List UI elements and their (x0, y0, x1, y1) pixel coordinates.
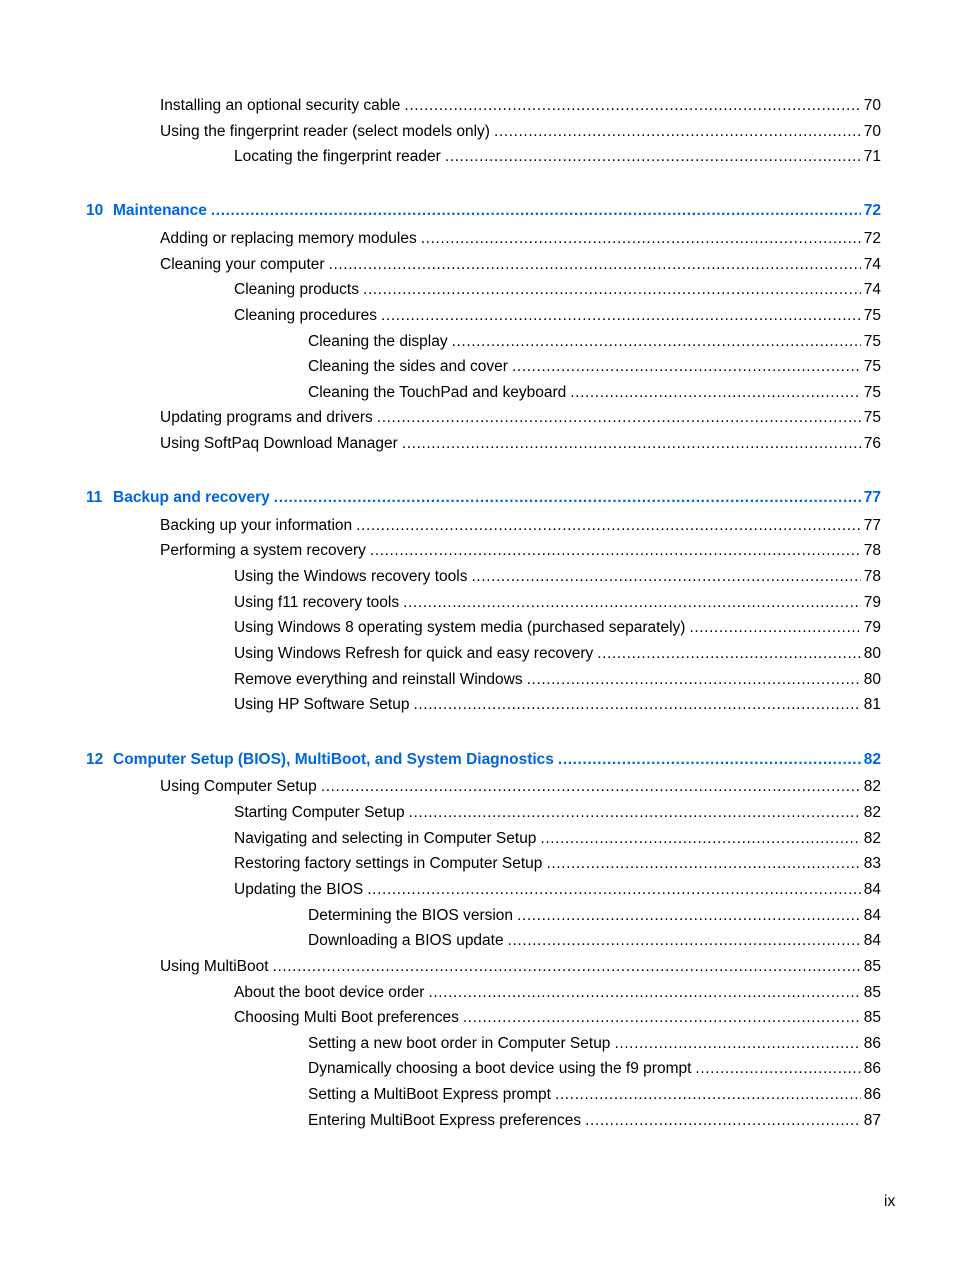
toc-entry-page: 82 (863, 751, 881, 768)
toc-entry-title (308, 906, 513, 926)
toc-entry[interactable] (308, 1111, 881, 1131)
toc-entry[interactable] (308, 1034, 881, 1054)
toc-entry-title (234, 803, 405, 823)
toc-entry-title (234, 280, 359, 300)
toc-entry-text: Using Windows Refresh for quick and easy recovery (234, 645, 594, 662)
dot-leader (452, 332, 861, 352)
toc-entry[interactable] (160, 434, 881, 454)
toc-entry-title (234, 644, 593, 664)
dot-leader (695, 1059, 860, 1079)
dot-leader (402, 434, 861, 454)
toc-entry-title (234, 880, 363, 900)
toc-entry[interactable] (308, 332, 881, 352)
toc-entry[interactable] (308, 1085, 881, 1105)
toc-entry-title (234, 618, 685, 638)
toc-entry-title (308, 1085, 551, 1105)
toc-entry-page: 72 (863, 230, 881, 247)
toc-entry-page: 74 (863, 281, 881, 298)
toc-chapter-entry[interactable] (86, 488, 881, 508)
toc-entry-text: Setting a MultiBoot Express prompt (308, 1086, 551, 1103)
toc-entry-title (160, 516, 352, 536)
dot-leader (404, 96, 860, 116)
toc-entry-text: Updating the BIOS (234, 881, 364, 898)
page-number: ix (884, 1193, 896, 1210)
toc-entry-page: 84 (863, 932, 881, 949)
toc-entry[interactable] (234, 983, 881, 1003)
toc-entry[interactable] (160, 255, 881, 275)
dot-leader (273, 957, 861, 977)
toc-entry[interactable] (234, 618, 881, 638)
toc-entry-text: Entering MultiBoot Express preferences (308, 1112, 582, 1129)
toc-entry-page: 83 (863, 855, 881, 872)
dot-leader (585, 1111, 861, 1131)
toc-entry[interactable] (160, 408, 881, 428)
toc-entry-text: Locating the fingerprint reader (234, 148, 441, 165)
toc-entry-title (160, 96, 400, 116)
dot-leader (377, 408, 861, 428)
dot-leader (428, 983, 860, 1003)
toc-entry-text: Navigating and selecting in Computer Setup (234, 830, 537, 847)
toc-entry-title (234, 829, 536, 849)
toc-entry[interactable] (234, 803, 881, 823)
toc-entry-page: 77 (863, 489, 881, 506)
toc-entry-page: 70 (863, 97, 881, 114)
toc-entry-title (160, 777, 317, 797)
toc-entry-text: Backing up your information (160, 517, 353, 534)
toc-entry-text: Using the fingerprint reader (select models only) (160, 123, 490, 140)
dot-leader (403, 593, 861, 613)
toc-entry[interactable] (308, 931, 881, 951)
toc-entry-page: 75 (863, 409, 881, 426)
toc-entry-page: 80 (863, 645, 881, 662)
toc-entry-text: Using MultiBoot (160, 958, 269, 975)
toc-entry-text: Using f11 recovery tools (234, 594, 400, 611)
chapter-number: 10 (86, 202, 104, 219)
toc-entry-text: Starting Computer Setup (234, 804, 405, 821)
toc-entry-text: Using HP Software Setup (234, 696, 410, 713)
toc-entry[interactable] (234, 880, 881, 900)
dot-leader (558, 750, 861, 770)
toc-entry-text: Dynamically choosing a boot device using the f9 prompt (308, 1060, 692, 1077)
toc-entry-text: Using Computer Setup (160, 778, 317, 795)
toc-entry-page: 82 (863, 804, 881, 821)
toc-entry-text: Using SoftPaq Download Manager (160, 435, 398, 452)
toc-entry-text: Cleaning procedures (234, 307, 378, 324)
toc-entry-page: 71 (863, 148, 881, 165)
toc-entry[interactable] (234, 280, 881, 300)
toc-entry-title (86, 201, 207, 221)
toc-chapter-entry[interactable] (86, 750, 881, 770)
toc-entry-page: 76 (863, 435, 881, 452)
toc-entry-page: 78 (863, 568, 881, 585)
toc-entry-title (234, 983, 424, 1003)
toc-entry[interactable] (160, 957, 881, 977)
toc-entry-text: Maintenance (113, 202, 207, 219)
toc-entry-title (160, 255, 325, 275)
dot-leader (367, 880, 861, 900)
toc-entry[interactable] (234, 829, 881, 849)
toc-entry-page: 85 (863, 984, 881, 1001)
toc-entry-page: 77 (863, 517, 881, 534)
dot-leader (546, 854, 860, 874)
dot-leader (356, 516, 861, 536)
dot-leader (555, 1085, 861, 1105)
toc-entry-title (234, 1008, 459, 1028)
toc-entry-text: Cleaning products (234, 281, 359, 298)
toc-entry-text: Downloading a BIOS update (308, 932, 504, 949)
toc-entry-text: Cleaning the TouchPad and keyboard (308, 384, 567, 401)
toc-entry[interactable] (160, 96, 881, 116)
dot-leader (508, 931, 861, 951)
toc-entry-page: 75 (863, 358, 881, 375)
toc-entry-title (160, 957, 269, 977)
toc-entry-text: Remove everything and reinstall Windows (234, 671, 523, 688)
toc-entry-text: Using the Windows recovery tools (234, 568, 468, 585)
toc-entry-title (234, 147, 441, 167)
toc-entry-page: 81 (863, 696, 881, 713)
toc-entry-title (160, 122, 490, 142)
toc-entry-page: 74 (863, 256, 881, 273)
toc-entry-page: 75 (863, 384, 881, 401)
dot-leader (321, 777, 861, 797)
toc-entry-title (308, 357, 508, 377)
toc-entry-page: 79 (863, 594, 881, 611)
toc-entry-title (308, 931, 504, 951)
dot-leader (421, 229, 861, 249)
toc-entry-page: 79 (863, 619, 881, 636)
toc-entry-title (86, 488, 270, 508)
toc-entry-page: 86 (863, 1086, 881, 1103)
toc-entry-page: 84 (863, 881, 881, 898)
dot-leader (329, 255, 861, 275)
toc-entry-title (160, 541, 366, 561)
dot-leader (614, 1034, 860, 1054)
toc-entry[interactable] (234, 695, 881, 715)
toc-entry-title (160, 229, 417, 249)
toc-entry-text: Backup and recovery (113, 489, 270, 506)
toc-entry-text: Cleaning the sides and cover (308, 358, 508, 375)
toc-entry[interactable] (234, 670, 881, 690)
toc-entry-page: 84 (863, 907, 881, 924)
toc-entry-page: 82 (863, 778, 881, 795)
chapter-number: 12 (86, 751, 104, 768)
dot-leader (512, 357, 861, 377)
toc-entry[interactable] (308, 357, 881, 377)
toc-entry-page: 75 (863, 333, 881, 350)
dot-leader (517, 906, 861, 926)
toc-entry-text: Using Windows 8 operating system media (purchased separately) (234, 619, 686, 636)
toc-chapter-entry[interactable] (86, 201, 881, 221)
toc-entry-title (86, 750, 554, 770)
toc-entry-title (234, 593, 399, 613)
dot-leader (570, 383, 861, 403)
toc-entry-page: 86 (863, 1035, 881, 1052)
toc-entry-text: Updating programs and drivers (160, 409, 373, 426)
toc-entry-title (160, 434, 398, 454)
toc-entry-text: Adding or replacing memory modules (160, 230, 417, 247)
toc-entry-page: 70 (863, 123, 881, 140)
toc-entry[interactable] (234, 1008, 881, 1028)
toc-entry-title (308, 1034, 610, 1054)
toc-entry-title (308, 332, 448, 352)
toc-entry[interactable] (308, 1059, 881, 1079)
dot-leader (274, 488, 861, 508)
toc-entry-page: 78 (863, 542, 881, 559)
toc-entry[interactable] (234, 147, 881, 167)
toc-entry-page: 85 (863, 958, 881, 975)
toc-entry[interactable] (160, 229, 881, 249)
toc-entry-title (234, 695, 409, 715)
toc-entry-page: 72 (863, 202, 881, 219)
toc-entry-page: 85 (863, 1009, 881, 1026)
dot-leader (689, 618, 860, 638)
chapter-number: 11 (86, 489, 103, 506)
toc-entry-text: Performing a system recovery (160, 542, 366, 559)
toc-entry-text: Choosing Multi Boot preferences (234, 1009, 459, 1026)
toc-entry[interactable] (234, 593, 881, 613)
toc-entry[interactable] (160, 541, 881, 561)
dot-leader (494, 122, 861, 142)
toc-entry-text: Cleaning your computer (160, 256, 325, 273)
dot-leader (471, 567, 860, 587)
dot-leader (370, 541, 861, 561)
toc-entry-title (160, 408, 373, 428)
dot-leader (381, 306, 861, 326)
toc-entry-title (234, 306, 377, 326)
dot-leader (527, 670, 861, 690)
toc-entry[interactable] (234, 644, 881, 664)
toc-entry[interactable] (234, 567, 881, 587)
toc-entry-title (234, 670, 523, 690)
toc-entry[interactable] (160, 516, 881, 536)
toc-entry[interactable] (160, 777, 881, 797)
dot-leader (413, 695, 860, 715)
dot-leader (409, 803, 861, 823)
toc-entry-page: 75 (863, 307, 881, 324)
toc-entry-text: Setting a new boot order in Computer Setup (308, 1035, 611, 1052)
toc-entry-page: 87 (863, 1112, 881, 1129)
toc-entry-text: Installing an optional security cable (160, 97, 401, 114)
toc-entry-title (308, 1059, 691, 1079)
dot-leader (363, 280, 861, 300)
toc-entry-text: Determining the BIOS version (308, 907, 514, 924)
toc-entry[interactable] (308, 383, 881, 403)
toc-entry-title (308, 1111, 581, 1131)
dot-leader (597, 644, 861, 664)
dot-leader (445, 147, 861, 167)
dot-leader (540, 829, 860, 849)
toc-entry-text: Restoring factory settings in Computer Setup (234, 855, 543, 872)
toc-entry[interactable] (160, 122, 881, 142)
dot-leader (463, 1008, 861, 1028)
toc-entry-text: About the boot device order (234, 984, 425, 1001)
dot-leader (211, 201, 861, 221)
toc-entry-title (234, 567, 467, 587)
toc-entry-page: 80 (863, 671, 881, 688)
toc-entry-page: 82 (863, 830, 881, 847)
toc-entry-title (234, 854, 542, 874)
toc-entry-title (308, 383, 566, 403)
toc-entry-text: Cleaning the display (308, 333, 448, 350)
toc-entry[interactable] (308, 906, 881, 926)
toc-entry-page: 86 (863, 1060, 881, 1077)
toc-entry-text: Computer Setup (BIOS), MultiBoot, and System Diagnostics (113, 751, 554, 768)
toc-entry[interactable] (234, 854, 881, 874)
toc-entry[interactable] (234, 306, 881, 326)
